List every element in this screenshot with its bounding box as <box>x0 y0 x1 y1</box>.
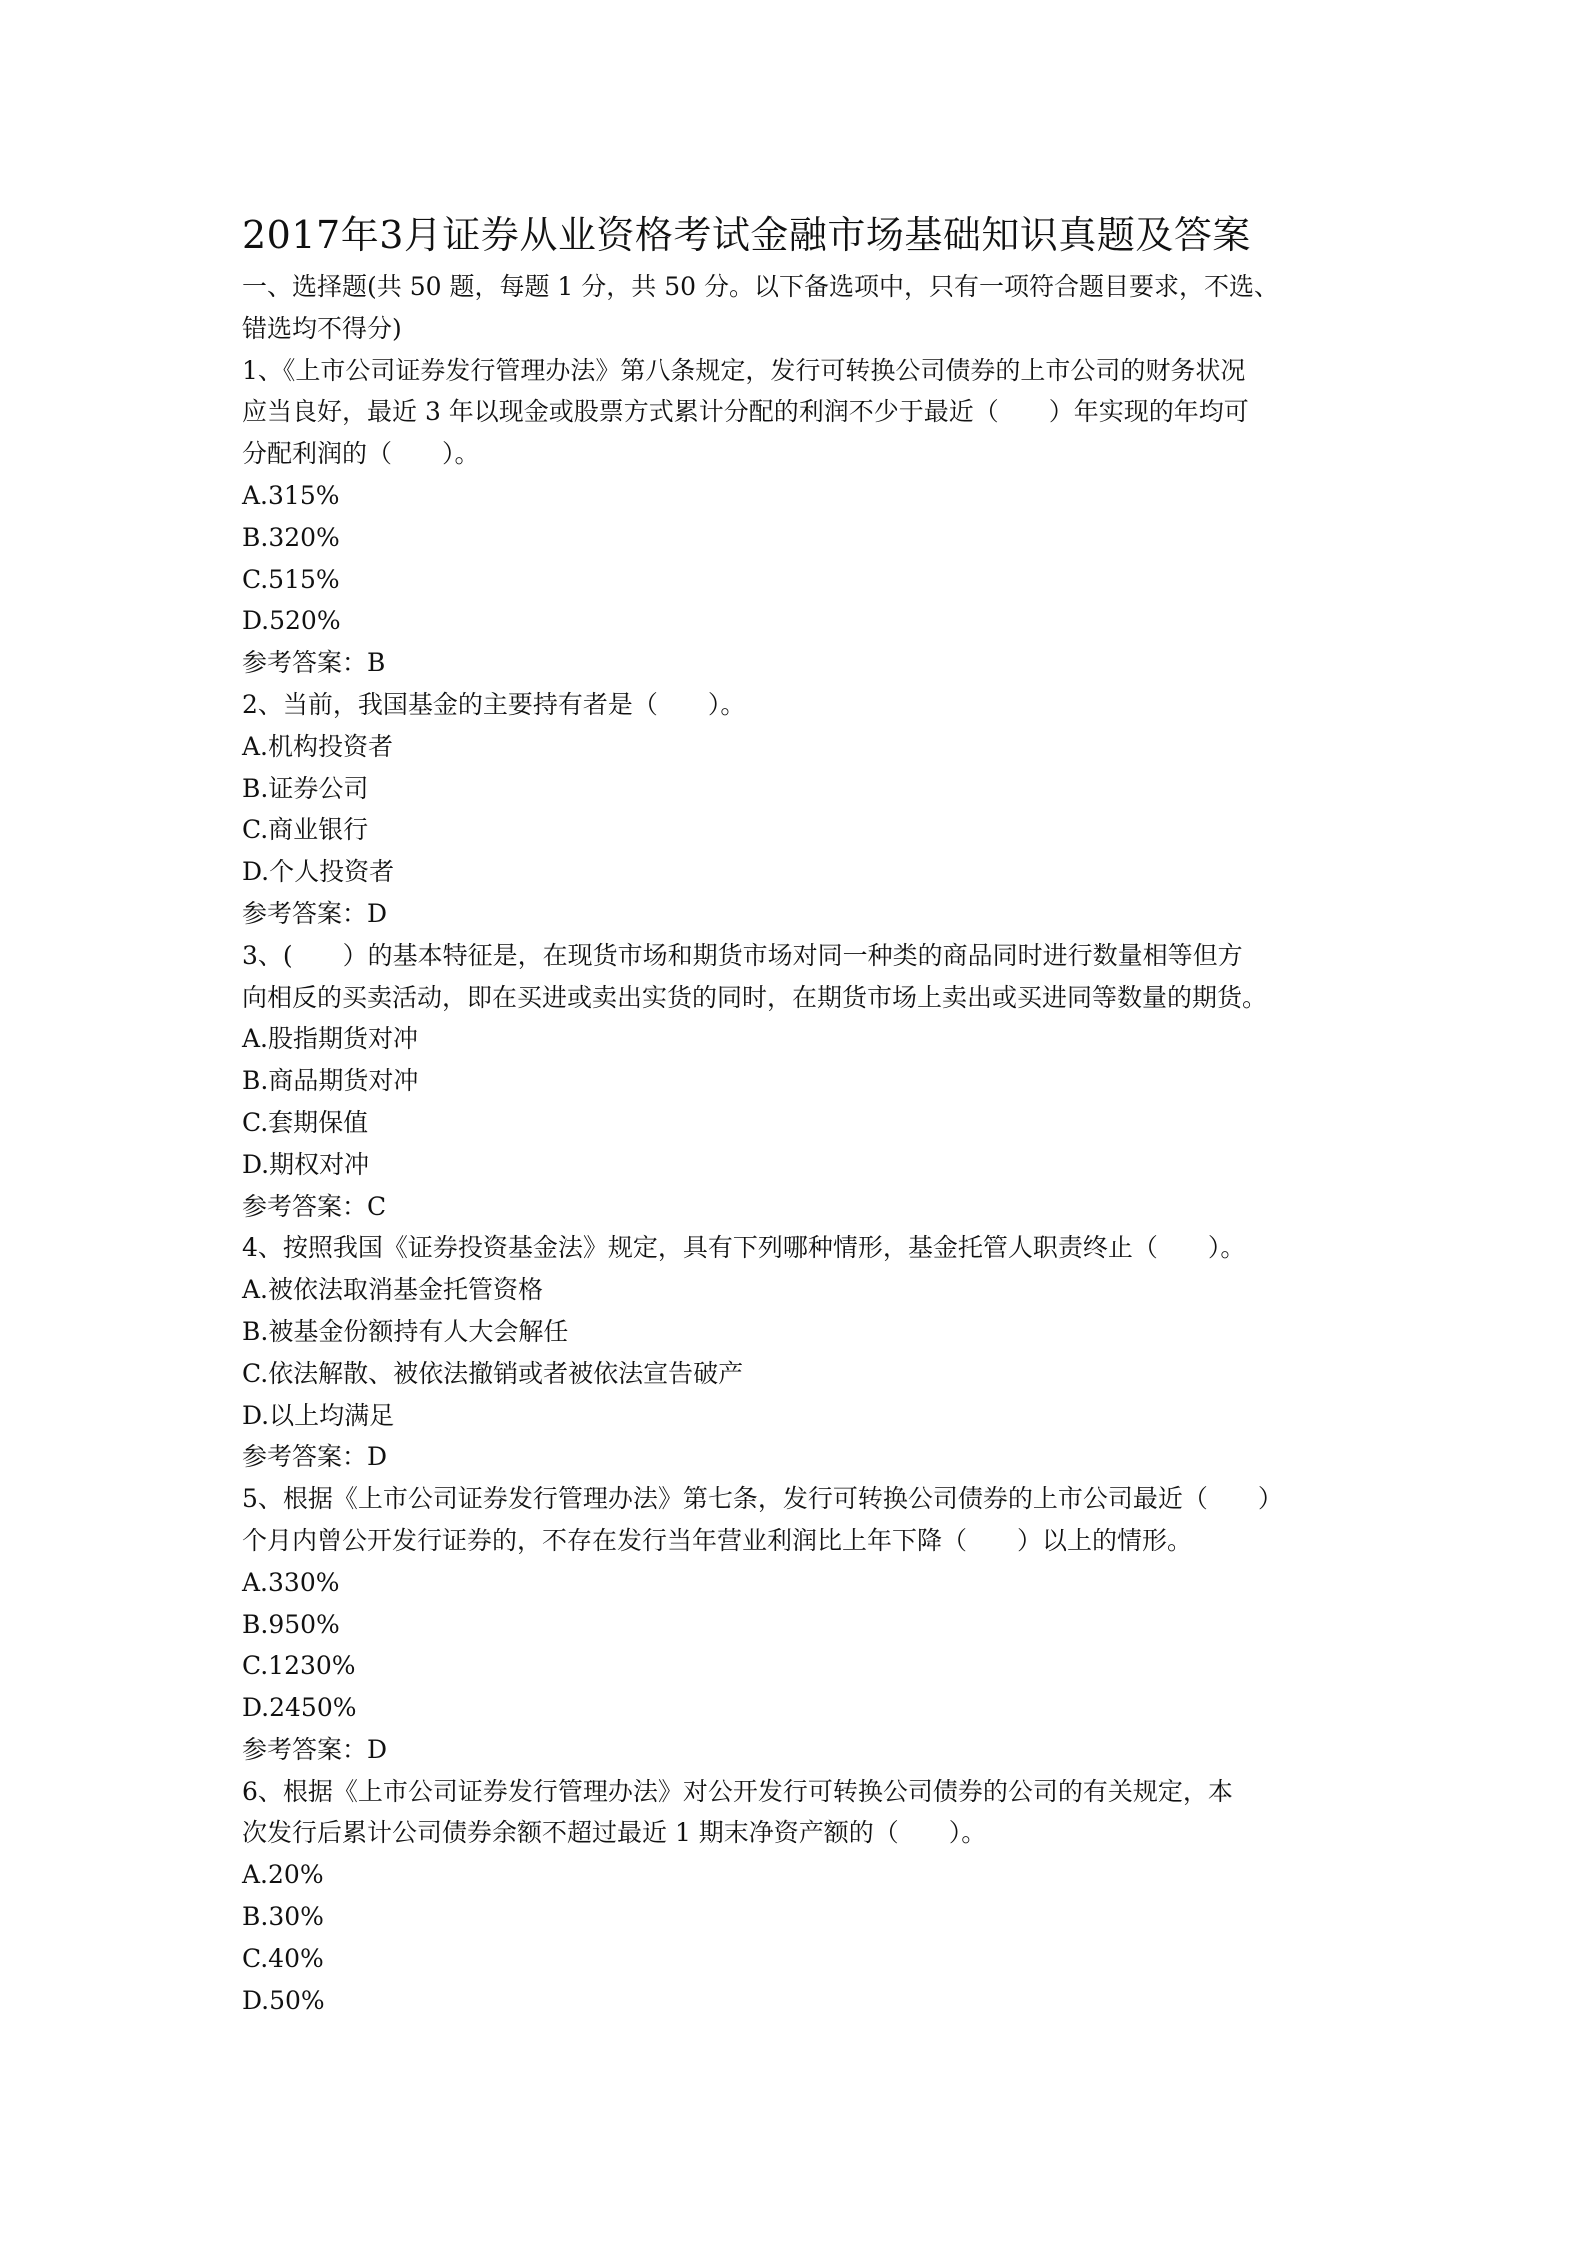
answer-line: 参考答案：D <box>242 1442 388 1472</box>
question-stem-line: 分配利润的（ ）。 <box>242 439 480 469</box>
question-stem-line: 3、( ）的基本特征是，在现货市场和期货市场对同一种类的商品同时进行数量相等但方 <box>242 940 1243 970</box>
question-stem-line: 1、《上市公司证券发行管理办法》第八条规定，发行可转换公司债券的上市公司的财务状况 <box>242 355 1246 385</box>
option-a: A.330% <box>242 1567 340 1597</box>
question-stem-line: 4、按照我国《证券投资基金法》规定，具有下列哪种情形，基金托管人职责终止（ ）。 <box>242 1233 1246 1263</box>
question-3 <box>242 935 1358 1228</box>
question-stem-line: 6、根据《上市公司证券发行管理办法》对公开发行可转换公司债券的公司的有关规定，本 <box>242 1776 1233 1806</box>
answer-line: 参考答案：B <box>242 648 386 678</box>
document-title: 2017年3月证券从业资格考试金融市场基础知识真题及答案 <box>242 213 1251 257</box>
section-intro-line: 一、选择题(共 50 题，每题 1 分，共 50 分。以下备选项中，只有一项符合题目要求，不选、 <box>242 272 1279 301</box>
option-c: C.套期保值 <box>242 1107 369 1137</box>
question-stem-line: 应当良好，最近 3 年以现金或股票方式累计分配的利润不少于最近（ ）年实现的年均可 <box>242 397 1249 427</box>
question-4 <box>242 1227 1358 1478</box>
answer-line: 参考答案：D <box>242 1734 388 1764</box>
question-stem-line: 向相反的买卖活动，即在买进或卖出实货的同时，在期货市场上卖出或买进同等数量的期货。 <box>242 982 1268 1012</box>
question-stem-line: 个月内曾公开发行证券的，不存在发行当年营业利润比上年下降（ ）以上的情形。 <box>242 1525 1193 1555</box>
option-a: A.股指期货对冲 <box>242 1024 419 1054</box>
option-b: B.30% <box>242 1902 324 1932</box>
answer-line: 参考答案：D <box>242 898 388 928</box>
option-b: B.证券公司 <box>242 773 369 803</box>
option-b: B.商品期货对冲 <box>242 1066 419 1096</box>
question-stem-line: 次发行后累计公司债券余额不超过最近 1 期末净资产额的（ ）。 <box>242 1818 987 1848</box>
option-c: C.商业银行 <box>242 815 369 845</box>
option-c: C.1230% <box>242 1651 356 1681</box>
question-1 <box>242 350 1358 684</box>
document-page <box>242 206 1358 2021</box>
option-d: D.期权对冲 <box>242 1149 370 1179</box>
option-b: B.320% <box>242 522 340 552</box>
option-c: C.40% <box>242 1943 324 1973</box>
option-c: C.515% <box>242 564 340 594</box>
option-b: B.被基金份额持有人大会解任 <box>242 1316 569 1346</box>
section-intro-line: 错选均不得分) <box>242 313 402 343</box>
question-5 <box>242 1478 1358 1771</box>
option-a: A.被依法取消基金托管资格 <box>242 1275 544 1305</box>
option-a: A.315% <box>242 480 340 510</box>
question-6 <box>242 1771 1358 2022</box>
option-b: B.950% <box>242 1609 340 1639</box>
section-intro <box>242 266 1358 350</box>
option-d: D.2450% <box>242 1693 357 1723</box>
question-stem-line: 2、当前，我国基金的主要持有者是（ ）。 <box>242 689 746 719</box>
option-d: D.以上均满足 <box>242 1400 395 1430</box>
option-a: A.20% <box>242 1860 324 1890</box>
option-a: A.机构投资者 <box>242 731 394 761</box>
question-stem-line: 5、根据《上市公司证券发行管理办法》第七条，发行可转换公司债券的上市公司最近（ ） <box>242 1484 1283 1514</box>
option-c: C.依法解散、被依法撤销或者被依法宣告破产 <box>242 1358 744 1388</box>
answer-line: 参考答案：C <box>242 1191 387 1221</box>
question-2 <box>242 684 1358 935</box>
option-d: D.个人投资者 <box>242 857 395 887</box>
option-d: D.50% <box>242 1985 325 2015</box>
option-d: D.520% <box>242 606 341 636</box>
